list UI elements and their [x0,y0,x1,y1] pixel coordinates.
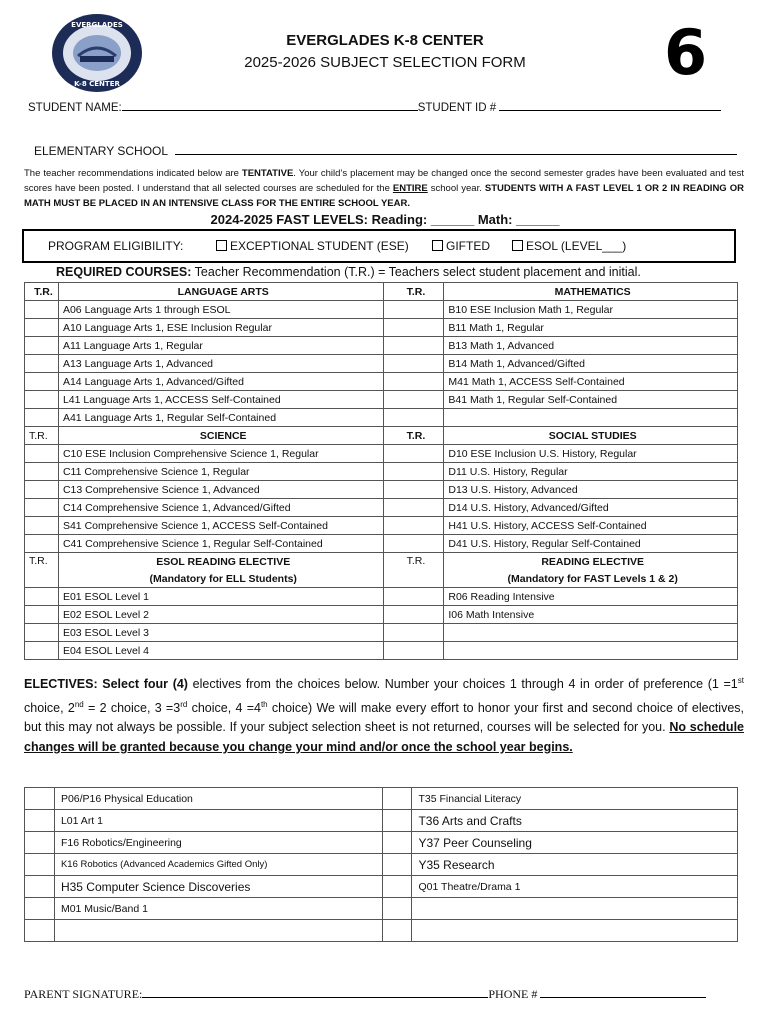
tr-cell[interactable] [25,588,59,606]
course-cell: S41 Comprehensive Science 1, ACCESS Self-Contained [58,517,384,535]
text-span: . Your child’s placement may be changed once the second semester grades have been evaluated and test scores have been posted. I understand that all selected courses are scheduled for the [24,168,745,194]
tr-cell[interactable] [25,373,59,391]
school-name: EVERGLADES K-8 CENTER [286,32,484,49]
course-cell: D10 ESE Inclusion U.S. History, Regular [444,445,738,463]
esol-subtitle: (Mandatory for ELL Students) [58,570,384,588]
text-span: choice) We will make every effort to honor your first and second choice of electives, but this may not always be possible. If your subject selection sheet is not returned, courses will be selected for you. [24,700,744,735]
tr-cell[interactable] [25,445,59,463]
gifted-checkbox[interactable] [432,240,443,251]
choice-cell[interactable] [25,810,55,832]
language-arts-header: LANGUAGE ARTS [58,283,384,301]
course-cell [412,920,738,942]
science-header: SCIENCE [58,427,384,445]
tr-header: T.R. [25,283,59,301]
table-row [25,854,738,876]
course-cell: M41 Math 1, ACCESS Self-Contained [444,373,738,391]
table-row [25,499,738,517]
eligibility-box [22,229,736,263]
text-span: electives from the choices below. Number your choices 1 through 4 in order of preference (1 =1 [187,677,738,692]
table-row [25,642,738,660]
table-row [25,373,738,391]
course-cell: B11 Math 1, Regular [444,319,738,337]
course-cell: D11 U.S. History, Regular [444,463,738,481]
table-row [25,445,738,463]
tr-cell[interactable] [25,355,59,373]
course-cell: A06 Language Arts 1 through ESOL [58,301,384,319]
course-cell: C11 Comprehensive Science 1, Regular [58,463,384,481]
course-cell: B10 ESE Inclusion Math 1, Regular [444,301,738,319]
tr-header: T.R. [384,553,444,588]
course-cell: C41 Comprehensive Science 1, Regular Self-Contained [58,535,384,553]
tr-cell[interactable] [25,535,59,553]
course-cell: E03 ESOL Level 3 [58,624,384,642]
elementary-label: ELEMENTARY SCHOOL [34,144,168,158]
table-row [25,283,738,301]
tr-cell[interactable] [384,319,444,337]
tr-cell[interactable] [384,445,444,463]
text-span: EXCEPTIONAL STUDENT (ESE) [230,239,409,253]
tr-cell[interactable] [25,642,59,660]
tr-cell[interactable] [384,409,444,427]
course-cell: C10 ESE Inclusion Comprehensive Science 1, Regular [58,445,384,463]
ese-checkbox[interactable] [216,240,227,251]
text-span: ENTIRE [392,183,428,194]
eligibility-label: PROGRAM ELIGIBILITY: [48,239,184,253]
tr-header: T.R. [25,427,59,445]
course-cell: H35 Computer Science Discoveries [54,876,382,898]
choice-cell[interactable] [382,788,412,810]
signature-field[interactable] [142,985,488,998]
eligibility-esol[interactable] [512,239,626,253]
table-row [25,337,738,355]
course-cell: B41 Math 1, Regular Self-Contained [444,391,738,409]
course-cell: Q01 Theatre/Drama 1 [412,876,738,898]
course-cell: A11 Language Arts 1, Regular [58,337,384,355]
table-row [25,832,738,854]
course-cell [444,409,738,427]
text-span: st [737,676,744,685]
text-span: The teacher recommendations indicated below are [24,168,242,179]
course-cell: D14 U.S. History, Advanced/Gifted [444,499,738,517]
course-cell: C13 Comprehensive Science 1, Advanced [58,481,384,499]
tr-cell[interactable] [384,301,444,319]
course-cell [54,920,382,942]
choice-cell[interactable] [25,876,55,898]
tr-cell[interactable] [25,624,59,642]
table-row [25,898,738,920]
signature-label: PARENT SIGNATURE: [24,987,143,1001]
tr-header: T.R. [384,283,444,301]
fast-levels: 2024-2025 FAST LEVELS: Reading: ______ Math: ______ [210,212,560,227]
elementary-row [34,142,737,158]
choice-cell[interactable] [25,898,55,920]
text-span: REQUIRED COURSES: [56,265,192,279]
table-row [25,876,738,898]
table-row [25,588,738,606]
electives-table [24,787,738,942]
text-span: ESOL (LEVEL___) [526,239,627,253]
tr-cell[interactable] [384,517,444,535]
text-span: choice, 2 [24,700,75,715]
course-cell: K16 Robotics (Advanced Academics Gifted Only) [54,854,382,876]
signature-row [24,985,706,1002]
course-cell: D13 U.S. History, Advanced [444,481,738,499]
course-cell: D41 U.S. History, Regular Self-Contained [444,535,738,553]
tr-cell[interactable] [384,606,444,624]
tr-cell[interactable] [384,337,444,355]
table-row [25,481,738,499]
text-span: TENTATIVE [241,168,294,179]
table-row [25,788,738,810]
course-cell: H41 U.S. History, ACCESS Self-Contained [444,517,738,535]
choice-cell[interactable] [382,876,412,898]
table-row [25,535,738,553]
electives-paragraph [24,671,744,757]
table-row [25,463,738,481]
table-row [25,606,738,624]
text-span: rd [180,699,188,709]
course-cell: F16 Robotics/Engineering [54,832,382,854]
choice-cell[interactable] [382,810,412,832]
table-row [25,920,738,942]
course-cell: L41 Language Arts 1, ACCESS Self-Contained [58,391,384,409]
course-cell: L01 Art 1 [54,810,382,832]
course-cell: A10 Language Arts 1, ESE Inclusion Regular [58,319,384,337]
course-cell: T36 Arts and Crafts [412,810,738,832]
course-cell: A14 Language Arts 1, Advanced/Gifted [58,373,384,391]
elementary-field[interactable] [175,142,737,155]
table-row [25,810,738,832]
choice-cell[interactable] [382,832,412,854]
reading-subtitle: (Mandatory for FAST Levels 1 & 2) [444,570,738,588]
tr-cell[interactable] [25,301,59,319]
course-cell: I06 Math Intensive [444,606,738,624]
course-cell: P06/P16 Physical Education [54,788,382,810]
tr-cell[interactable] [384,624,444,642]
text-span: No schedule changes will be granted because you change your mind and/or once the school year begins. [24,720,744,754]
tr-cell[interactable] [25,409,59,427]
course-cell: E01 ESOL Level 1 [58,588,384,606]
tr-cell[interactable] [25,391,59,409]
required-courses-heading [56,265,641,279]
course-cell: Y35 Research [412,854,738,876]
course-cell: R06 Reading Intensive [444,588,738,606]
choice-cell[interactable] [25,788,55,810]
choice-cell[interactable] [25,854,55,876]
phone-label: PHONE # [488,987,538,1001]
social-studies-header: SOCIAL STUDIES [444,427,738,445]
eligibility-gifted[interactable] [432,239,490,253]
table-row [25,319,738,337]
text-span: school year. [427,183,485,194]
tr-cell[interactable] [384,373,444,391]
tr-cell[interactable] [384,642,444,660]
tr-cell[interactable] [384,499,444,517]
student-name-field[interactable] [122,98,418,111]
tr-cell[interactable] [25,517,59,535]
course-cell [412,898,738,920]
mathematics-header: MATHEMATICS [444,283,738,301]
table-row [25,301,738,319]
tr-cell[interactable] [384,535,444,553]
logo-text-bottom: K-8 CENTER [74,80,120,88]
choice-cell[interactable] [382,854,412,876]
course-cell: E04 ESOL Level 4 [58,642,384,660]
table-row [25,355,738,373]
student-name-label: STUDENT NAME: [28,102,122,114]
tr-header: T.R. [25,553,59,588]
course-cell: A41 Language Arts 1, Regular Self-Contained [58,409,384,427]
course-cell: T35 Financial Literacy [412,788,738,810]
tr-header: T.R. [384,427,444,445]
choice-cell[interactable] [25,832,55,854]
form-title: 2025-2026 SUBJECT SELECTION FORM [244,54,526,71]
tr-cell[interactable] [25,337,59,355]
choice-cell[interactable] [25,920,55,942]
tr-cell[interactable] [384,588,444,606]
table-row [25,553,738,571]
esol-header: ESOL READING ELECTIVE [58,553,384,571]
eligibility-ese[interactable] [216,239,409,253]
text-span: th [260,699,268,709]
grade-number: 6 [664,16,708,89]
tr-cell[interactable] [384,463,444,481]
choice-cell[interactable] [382,920,412,942]
student-id-field[interactable] [499,98,721,111]
table-row [25,427,738,445]
tr-cell[interactable] [25,606,59,624]
course-cell: B13 Math 1, Advanced [444,337,738,355]
choice-cell[interactable] [382,898,412,920]
student-id-label: STUDENT ID # [417,102,497,114]
tr-cell[interactable] [25,463,59,481]
notice-paragraph [24,166,744,211]
table-row [25,624,738,642]
text-span: ELECTIVES: Select four (4) [24,677,188,692]
text-span: = 2 choice, 3 =3 [83,700,181,715]
esol-checkbox[interactable] [512,240,523,251]
reading-header: READING ELECTIVE [444,553,738,571]
course-cell [444,642,738,660]
required-courses-table [24,282,738,660]
course-cell: Y37 Peer Counseling [412,832,738,854]
table-row [25,570,738,588]
tr-cell[interactable] [384,355,444,373]
table-row [25,517,738,535]
text-span: choice, 4 =4 [187,700,261,715]
course-cell: B14 Math 1, Advanced/Gifted [444,355,738,373]
tr-cell[interactable] [384,481,444,499]
text-span: Teacher Recommendation (T.R.) = Teachers select student placement and initial. [191,265,641,279]
logo-text-top: EVERGLADES [71,21,123,29]
text-span: nd [74,699,84,709]
student-name-row [28,98,721,114]
tr-cell[interactable] [25,319,59,337]
tr-cell[interactable] [25,499,59,517]
course-cell: C14 Comprehensive Science 1, Advanced/Gifted [58,499,384,517]
tr-cell[interactable] [25,481,59,499]
course-cell: M01 Music/Band 1 [54,898,382,920]
school-logo [50,12,144,94]
phone-field[interactable] [540,985,706,998]
text-span: GIFTED [446,239,490,253]
table-row [25,391,738,409]
course-cell [444,624,738,642]
table-row [25,409,738,427]
text-span: STUDENTS WITH A FAST LEVEL 1 OR 2 IN READING OR MATH MUST BE PLACED IN AN INTENSIVE CLASS FOR THE ENTIRE SCHOOL YEAR. [24,183,744,209]
tr-cell[interactable] [384,391,444,409]
course-cell: E02 ESOL Level 2 [58,606,384,624]
course-cell: A13 Language Arts 1, Advanced [58,355,384,373]
